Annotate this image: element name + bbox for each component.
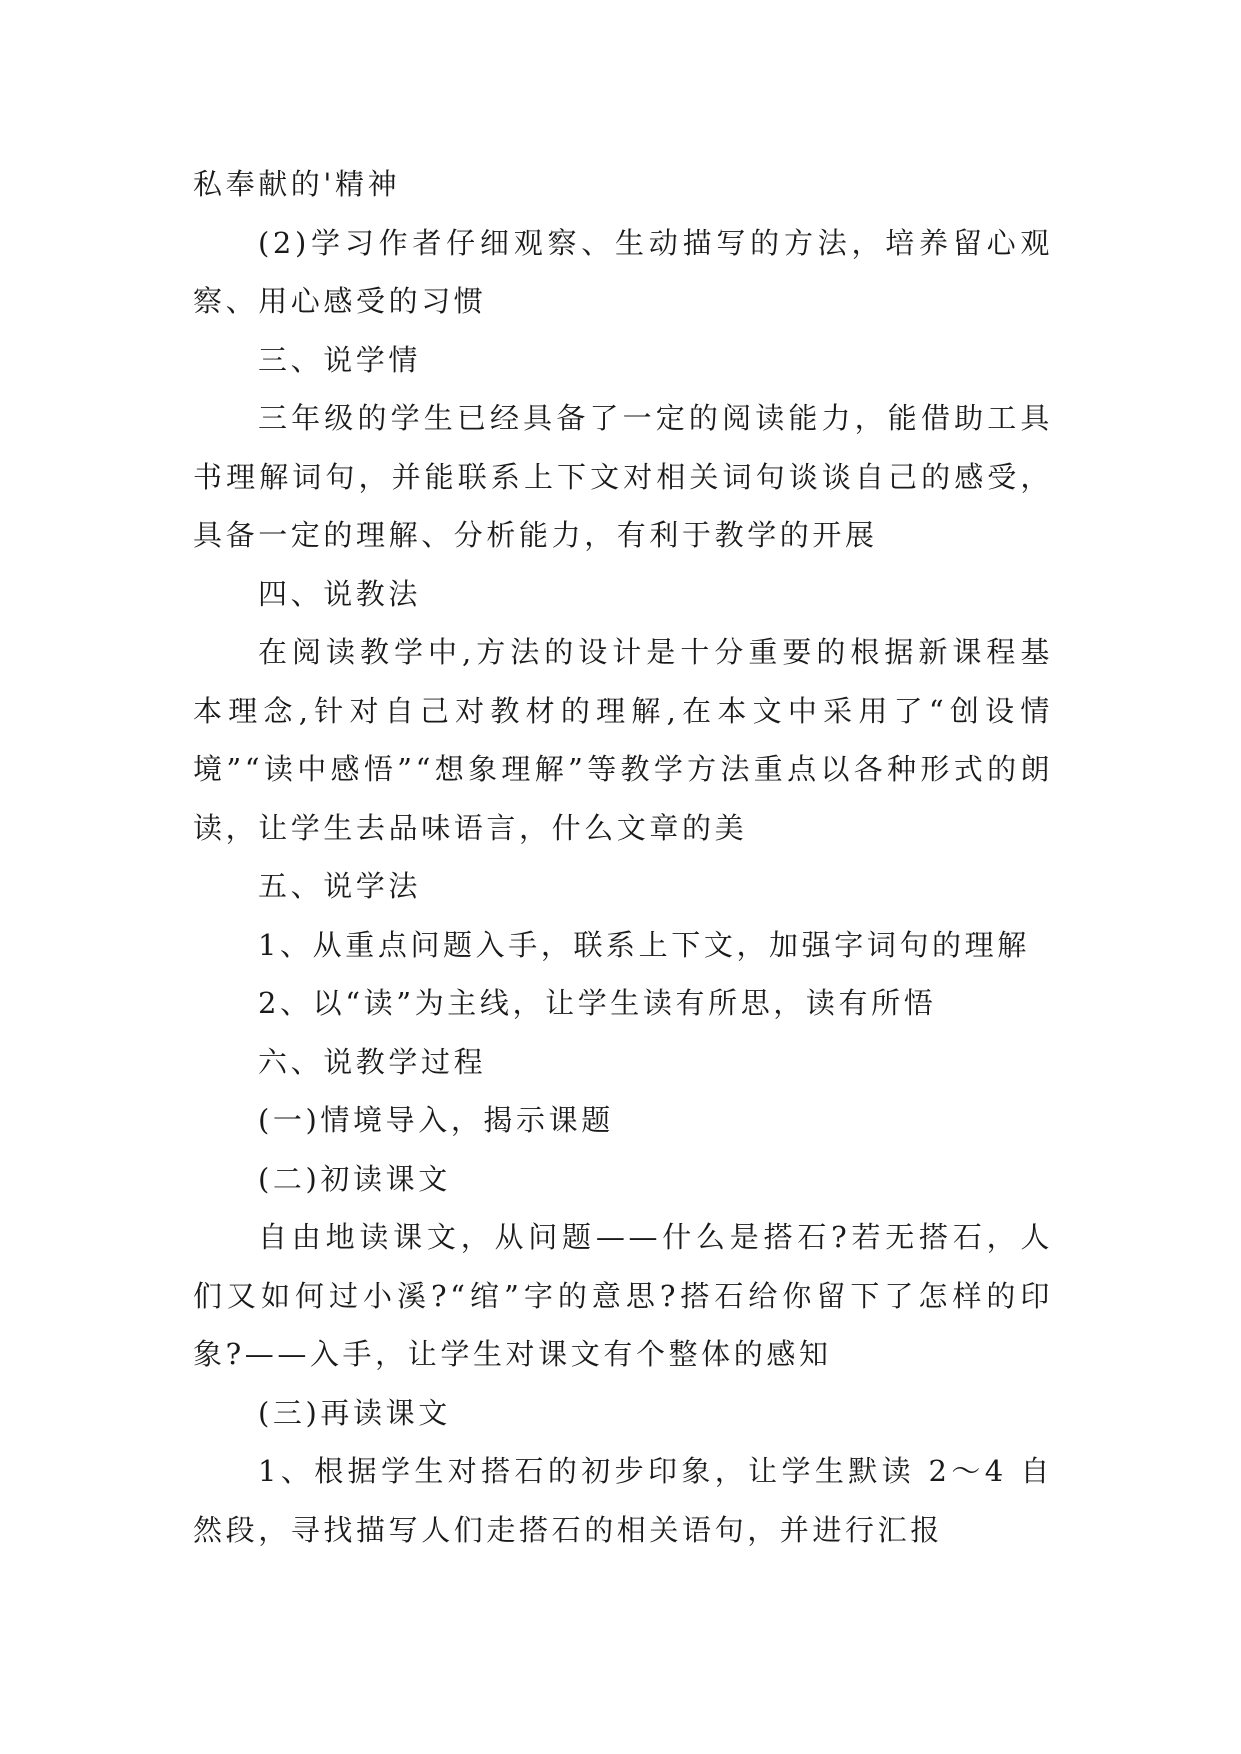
paragraph-learning-method-2: 2、以“读”为主线，让学生读有所思，读有所悟 xyxy=(258,986,937,1020)
subheading-step-3: (三)再读课文 xyxy=(258,1395,451,1430)
heading-learning-method: 五、说学法 xyxy=(258,869,422,903)
heading-teaching-process: 六、说教学过程 xyxy=(258,1044,487,1079)
paragraph-continuation: 私奉献的'精神 xyxy=(193,167,401,201)
heading-teaching-method: 四、说教法 xyxy=(258,576,422,611)
subheading-step-2: (二)初读课文 xyxy=(258,1161,451,1196)
document-body xyxy=(193,155,1053,1559)
subheading-step-1: (一)情境导入，揭示课题 xyxy=(258,1103,614,1137)
paragraph-step-2: 自由地读课文，从问题——什么是搭石?若无搭石，人们又如何过小溪?“绾”字的意思?搭石给你留下了怎样的印象?——入手，让学生对课文有个整体的感知 xyxy=(193,1220,1053,1371)
heading-student-analysis: 三、说学情 xyxy=(258,342,422,377)
paragraph-learning-method-1: 1、从重点问题入手，联系上下文，加强字词句的理解 xyxy=(258,927,1030,962)
paragraph-student-analysis: 三年级的学生已经具备了一定的阅读能力，能借助工具书理解词句，并能联系上下文对相关词句谈谈自己的感受，具备一定的理解、分析能力，有利于教学的开展 xyxy=(193,401,1053,552)
paragraph-step-3: 1、根据学生对搭石的初步印象，让学生默读 2～4 自然段，寻找描写人们走搭石的相关语句，并进行汇报 xyxy=(193,1454,1053,1547)
paragraph-teaching-method: 在阅读教学中,方法的设计是十分重要的根据新课程基本理念,针对自己对教材的理解,在本文中采用了“创设情境”“读中感悟”“想象理解”等教学方法重点以各种形式的朗读，让学生去品味语言，什么文章的美 xyxy=(193,635,1053,845)
paragraph-goal-2: (2)学习作者仔细观察、生动描写的方法，培养留心观察、用心感受的习惯 xyxy=(193,225,1053,318)
